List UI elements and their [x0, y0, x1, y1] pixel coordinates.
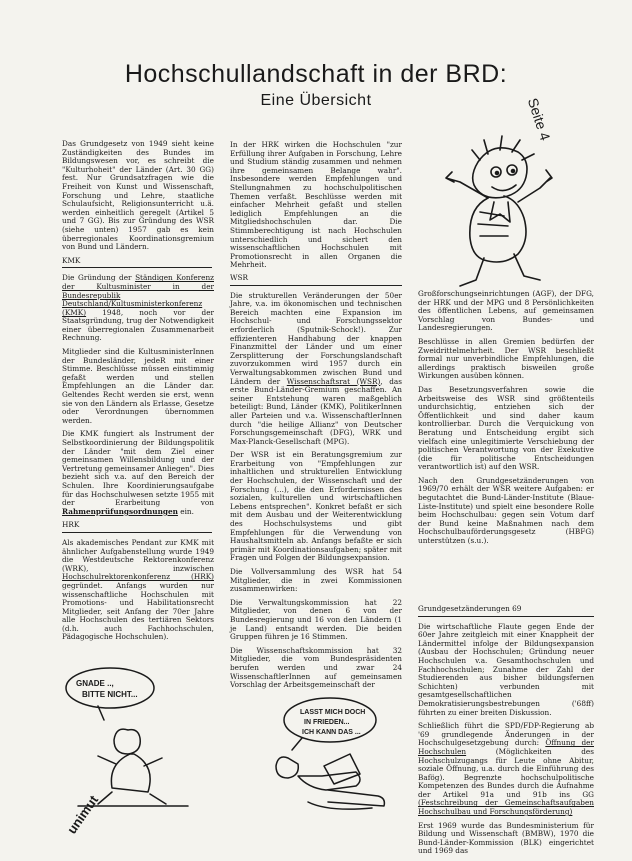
hrk-paragraph-2: In der HRK wirken die Hochschulen "zur Erfüllung ihrer Aufgaben in Forschung, Lehre und Studium ständig zusammen und nehmen ihre gemeinsamen Belange wahr". Insbesondere werden Empfehlungen und Stellungnahmen zu hochschulpolitischen Themen verfaßt. Beschlüsse werden mit einfacher Mehrheit gefaßt und stellen lediglich Empfehlungen an die Mitgliedshochschulen dar. Die Stimmberechtigung ist nach Hochschulen unterschiedlich und sichert den wissenschaftlichen Hochschulen mit Promotionsrecht in allen Organen die Mehrheit.	[230, 140, 402, 270]
gg69-paragraph-3: Erst 1969 wurde das Bundesministerium für Bildung und Wissenschaft (BMBW), 1970 die Bund-Länder-Kommission (BLK) eingerichtet und 1969 das	[418, 820, 594, 856]
wsr-paragraph-6: Großforschungseinrichtungen (AGF), der DFG, der HRK und der MPG und 8 Persönlichkeiten des öffentlichen Lebens, auf gemeinsamen Vorschlag von Bundes- und Landesregierungen.	[418, 289, 594, 333]
section-heading-wsr: WSR	[230, 274, 402, 286]
kmk-paragraph-3: Die KMK fungiert als Instrument der Selbstkoordinierung der Bildungspolitik der Länder "mit dem Ziel einer gemeinsamen Willensbildung und der Vertretung gemeinsamer Anliegen". Dies bezieht sich v.a. auf den Bereich der Schulen. Ihre Koordinierungsaufgabe für das Hochschulwesen setzte 1955 mit der Erarbeitung von Rahmenprüfungsordnungen ein.	[62, 429, 214, 516]
column-middle	[230, 270, 402, 695]
gemeinschaftsaufgaben-term: (Festschreibung der Gemeinschaftsaufgaben Hochschulbau und Forschungsförderung)	[418, 798, 594, 817]
kmk-term-link: Ständigen Konferenz der Kultusminister in der Bundesrepublik Deutschland/Kultusministerkonferenz (KMK)	[62, 273, 214, 317]
hrk-paragraph-1: Als akademisches Pendant zur KMK mit ähnlicher Aufgabenstellung wurde 1949 die Westdeutsche Rektorenkonferenz (WRK), inzwischen Hochschulrektorenkonferenz (HRK) gegründet. Anfangs wurden nur wissenschaftliche Hochschulen mit Promotions- und Habilitationsrecht Mitglieder, seit Anfang der 70er Jahre alle Hochschulen des tertiären Sektors (d.h. auch Fachhochschulen, Pädagogische Hochschulen).	[62, 537, 214, 642]
cartoon2-speech-line-3: ICH KANN DAS ...	[302, 729, 361, 736]
cartoon-reading-figure	[268, 692, 408, 822]
cartoon1-speech-line-2: BITTE NICHT...	[82, 690, 138, 699]
wsr-paragraph-3: Die Vollversammlung des WSR hat 54 Mitglieder, die in zwei Kommissionen zusammenwirken:	[230, 567, 402, 594]
column-middle-top	[230, 141, 402, 275]
column-right	[418, 290, 594, 551]
cartoon-professor-figure	[418, 132, 568, 297]
cartoon2-speech-line-1: LASST MICH DOCH	[300, 709, 366, 716]
intro-paragraph: Das Grundgesetz von 1949 sieht keine Zuständigkeiten des Bundes im Bildungswesen vor, es schreibt die "Kulturhoheit" der Länder (Art. 30 GG) fest. Nur Grundsatzfragen wie die Freiheit von Kunst und Wissenschaft, Forschung und Lehre, staatliche Schulaufsicht, Religionsunterricht u.ä. werden einheitlich geregelt (Artikel 5 und 7 GG). Bis zur Gründung des WSR (siehe unten) 1957 gab es kein überregionales Koordinationsgremium von Bund und Ländern.	[62, 139, 214, 252]
column-left	[62, 140, 214, 647]
wsr-paragraph-5: Die Wissenschaftskommission hat 32 Mitglieder, die vom Bundespräsidenten berufen werden und zwar 24 WissenschaftlerInnen auf gemeinsamen Vorschlag der Arbeitsgemeinschaft der	[230, 645, 402, 690]
page-stamp: Seite 4	[524, 96, 554, 143]
wsr-paragraph-1: Die strukturellen Veränderungen der 50er Jahre, v.a. im ökonomischen und technischen Bereich machten eine Expansion im Hochschul- und Forschungssektor erforderlich (Sputnik-Schock!). Zur effizienteren Handhabung der knappen Finanzmittel der Länder und um einer Zersplitterung der Forschungslandschaft zuvorzukommen wird 1957 durch ein Verwaltungsabkommen zwischen Bund und Ländern der Wissenschaftsrat (WSR), das erste Bund-Länder-Gremium geschaffen. An seiner Entstehung waren maßgeblich beteiligt: Bund, Länder (KMK), PolitikerInnen aller Parteien und v.a. WissenschaftlerInnen durch "die heilige Allianz" von Deutscher Forschungsgemeinschaft (DFG), WRK und Max-Planck-Gesellschaft (MPG).	[230, 290, 403, 446]
page-title: Hochschullandschaft in der BRD:	[124, 60, 508, 88]
rahmenpruefung-term: Rahmenprüfungsordnungen	[62, 506, 178, 516]
cartoon1-speech-line-1: GNADE ..,	[76, 679, 114, 688]
hrk-term-link: Hochschulrektorenkonferenz (HRK)	[62, 572, 214, 582]
gg69-paragraph-1: Die wirtschaftliche Flaute gegen Ende der 60er Jahre zeitgleich mit einer Knappheit der Ländermittel infolge der Bildungsexpansion (Ausbau der Hochschulen; Gründung neuer Hochschulen v.a. Gesamthochschulen und Fachhochschulen; Zunahme der Zahl der Studierenden aus bisher bildungsfernen Schichten) verbunden mit gesamtgesellschaftlichen Demokratisierungsbestrebungen ('68ff) führten zu einer breiten Diskussion.	[418, 621, 594, 717]
page-subtitle: Eine Übersicht	[260, 92, 372, 109]
signature-logo: unimut	[64, 792, 102, 837]
wsr-paragraph-7: Beschlüsse in allen Gremien bedürfen der Zweidrittelmehrheit. Der WSR beschließt formal nur unverbindliche Empfehlungen, die allerdings praktisch bisweilen große Wirkungen ausüben können.	[418, 336, 594, 381]
section-heading-kmk: KMK	[62, 257, 212, 269]
section-heading-gg69: Grundgesetzänderungen 69	[418, 605, 594, 617]
wsr-paragraph-4: Die Verwaltungskommission hat 22 Mitglieder, von denen 6 von der Bundesregierung und 16 von den Ländern (1 je Land) entsandt werden. Die beiden Gruppen führen je 16 Stimmen.	[230, 597, 402, 642]
wsr-paragraph-2: Der WSR ist ein Beratungsgremium zur Erarbeitung von "Empfehlungen zur inhaltlichen und strukturellen Entwicklung der Hochschulen, der Wissenschaft und der Forschung (...), die den Erfordernissen des sozialen, kulturellen und wirtschaftlichen Lebens entsprechen". Konkret befaßt er sich mit dem Ausbau und der Weiterentwicklung des Hochschulsystems und gibt Empfehlungen für die Verwendung von Haushaltsmitteln ab. Anfangs befaßte er sich primär mit Koordinationsaufgaben; später mit Fragen und Folgen der Bildungsexpansion.	[230, 450, 402, 563]
oeffnung-term: Öffnung der Hochschulen	[418, 738, 594, 756]
cartoon-kneeling-figure	[58, 660, 208, 810]
column-right-bottom	[418, 601, 594, 861]
cartoon2-speech-line-2: IN FRIEDEN...	[304, 719, 350, 726]
gg69-paragraph-2: Schließlich führt die SPD/FDP-Regierung ab '69 grundlegende Änderungen in der Hochschulgesetzgebung durch: Öffnung der Hochschulen (Möglichkeiten des Hochschulzugangs für Leute ohne Abitur, soziale Öffnung, u.a. durch die Einführung des Bafög). Begrenzte hochschulpolitische Kompetenzen des Bundes durch die Aufnahme der Artikel 91a und 91b ins GG (Festschreibung der Gemeinschaftsaufgaben Hochschulbau und Forschungsförderung)	[418, 721, 594, 817]
kmk-paragraph-1: Die Gründung der Ständigen Konferenz der Kultusminister in der Bundesrepublik Deutschland/Kultusministerkonferenz (KMK) 1948, noch vor der Staatsgründung, trug der Notwendigkeit einer überregionalen Zusammenarbeit Rechnung.	[62, 273, 214, 343]
wsr-paragraph-8: Das Besetzungsverfahren sowie die Arbeitsweise des WSR sind größtenteils undurchsichtig, entziehen sich der Öffentlichkeit und sind daher kaum kontrollierbar. Durch die Verquickung von Beratung und Entscheidung ergibt sich vielfach eine unlegitimierte Verschiebung der politischen Verantwortung von der Exekutive (die für politische Entscheidungen verantwortlich ist) auf den WSR.	[418, 384, 594, 472]
section-heading-hrk: HRK	[62, 521, 212, 533]
wsr-term-link: Wissenschaftsrat (WSR)	[286, 376, 381, 386]
wsr-paragraph-9: Nach den Grundgesetzänderungen von 1969/70 erhält der WSR weitere Aufgaben: er begutachtet die Bund-Länder-Institute (Blaue-Liste-Institute) und spielt eine besondere Rolle beim Hochschulbau: gegen sein Votum darf der Bund keine Maßnahmen nach dem Hochschulbauförderungsgesetz (HBFG) unterstützen (s.u.).	[418, 475, 594, 546]
kmk-paragraph-2: Mitglieder sind die KultusministerInnen der Bundesländer, jedeR mit einer Stimme. Beschlüsse müssen einstimmig gefaßt werden und stellen Empfehlungen an die Länder dar. Geltendes Recht werden sie erst, wenn sie von den Ländern als Erlasse, Gesetze oder Verordnungen übernommen werden.	[62, 347, 214, 425]
